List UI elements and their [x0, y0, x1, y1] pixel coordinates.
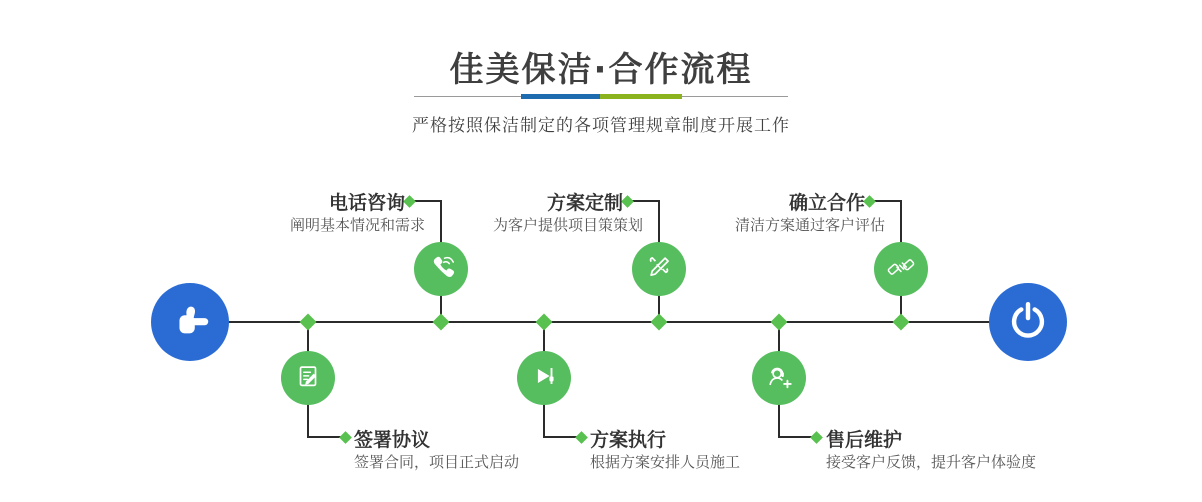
headset-plus-icon — [764, 361, 794, 395]
step-desc-sign: 签署合同，项目正式启动 — [354, 453, 520, 471]
label-diamond — [339, 431, 352, 444]
step-node-sign — [281, 351, 335, 405]
pointing-hand-icon — [167, 297, 213, 347]
pencil-tools-icon — [644, 252, 674, 286]
step-node-execute — [517, 351, 571, 405]
page-subtitle: 严格按照保洁制定的各项管理规章制度开展工作 — [412, 116, 790, 136]
label-diamond — [403, 195, 416, 208]
play-slider-icon — [529, 361, 559, 395]
step-title-sign: 签署协议 — [354, 429, 431, 451]
phone-icon — [426, 252, 456, 286]
divider-blue-segment — [521, 94, 600, 99]
timeline-node-diamond — [771, 314, 788, 331]
label-diamond — [575, 431, 588, 444]
timeline-node-diamond — [893, 314, 910, 331]
label-diamond — [810, 431, 823, 444]
step-title-consult: 电话咨询 — [328, 192, 405, 214]
timeline-node-diamond — [300, 314, 317, 331]
step-title-aftersale: 售后维护 — [826, 429, 903, 451]
document-pen-icon — [293, 361, 323, 395]
timeline-node-diamond — [651, 314, 668, 331]
step-title-cooperate: 确立合作 — [788, 192, 865, 214]
step-desc-cooperate: 清洁方案通过客户评估 — [734, 216, 885, 234]
step-title-plan: 方案定制 — [546, 192, 623, 214]
step-desc-aftersale: 接受客户反馈，提升客户体验度 — [826, 453, 1037, 471]
step-desc-execute: 根据方案安排人员施工 — [590, 453, 741, 471]
timeline-node-diamond — [536, 314, 553, 331]
step-desc-plan: 为客户提供项目策策划 — [492, 216, 643, 234]
step-node-cooperate — [874, 242, 928, 296]
step-desc-consult: 阐明基本情况和需求 — [289, 216, 425, 234]
title-divider — [414, 96, 788, 97]
end-node — [989, 283, 1067, 361]
start-node — [151, 283, 229, 361]
handshake-icon — [885, 251, 917, 287]
step-node-consult — [414, 242, 468, 296]
step-node-aftersale — [752, 351, 806, 405]
step-title-execute: 方案执行 — [590, 429, 667, 451]
divider-green-segment — [600, 94, 682, 99]
label-diamond — [621, 195, 634, 208]
step-node-plan — [632, 242, 686, 296]
timeline-node-diamond — [433, 314, 450, 331]
power-icon — [1005, 297, 1051, 347]
label-diamond — [863, 195, 876, 208]
page-title: 佳美保洁·合作流程 — [449, 50, 753, 90]
